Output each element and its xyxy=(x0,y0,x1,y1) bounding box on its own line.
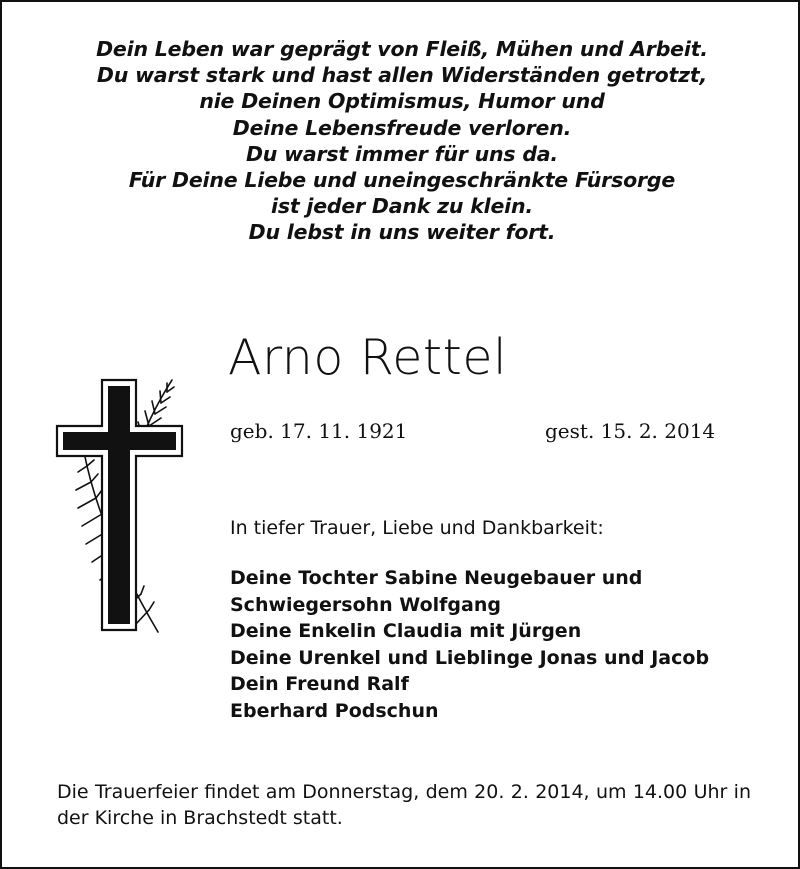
mourner-line: Eberhard Podschun xyxy=(230,699,439,722)
memorial-poem xyxy=(42,36,762,246)
poem-line: nie Deinen Optimismus, Humor und xyxy=(199,89,605,114)
poem-line: Du warst immer für uns da. xyxy=(245,141,559,166)
mourners-list xyxy=(230,565,709,725)
mourner-line: Deine Tochter Sabine Neugebauer und xyxy=(230,567,643,589)
birth-date: geb. 17. 11. 1921 xyxy=(230,419,408,443)
poem-line: Dein Leben war geprägt von Fleiß, Mühen und Arbeit. xyxy=(96,37,708,61)
poem-line: Du lebst in uns weiter fort. xyxy=(248,220,556,245)
mourner-line: Schwiegersohn Wolfgang xyxy=(230,593,501,616)
poem-line: ist jeder Dank zu klein. xyxy=(271,194,533,219)
cross-with-palm-branch-icon xyxy=(54,374,186,636)
poem-line: Du warst stark und hast allen Widerständen getrotzt, xyxy=(96,63,708,88)
death-date: gest. 15. 2. 2014 xyxy=(545,419,716,443)
mourners-intro: In tiefer Trauer, Liebe und Dankbarkeit: xyxy=(230,517,604,539)
mourner-line: Deine Urenkel und Lieblinge Jonas und Jacob xyxy=(230,646,710,669)
poem-line: Deine Lebensfreude verloren. xyxy=(232,115,572,140)
mourner-line: Dein Freund Ralf xyxy=(230,673,409,696)
poem-line: Für Deine Liebe und uneingeschränkte Fürsorge xyxy=(128,168,676,193)
mourner-line: Deine Enkelin Claudia mit Jürgen xyxy=(230,620,582,643)
deceased-name: Arno Rettel xyxy=(228,329,508,386)
funeral-announcement: Die Trauerfeier findet am Donnerstag, dem 20. 2. 2014, um 14.00 Uhr in der Kirche in Brachstedt statt. xyxy=(57,781,751,829)
